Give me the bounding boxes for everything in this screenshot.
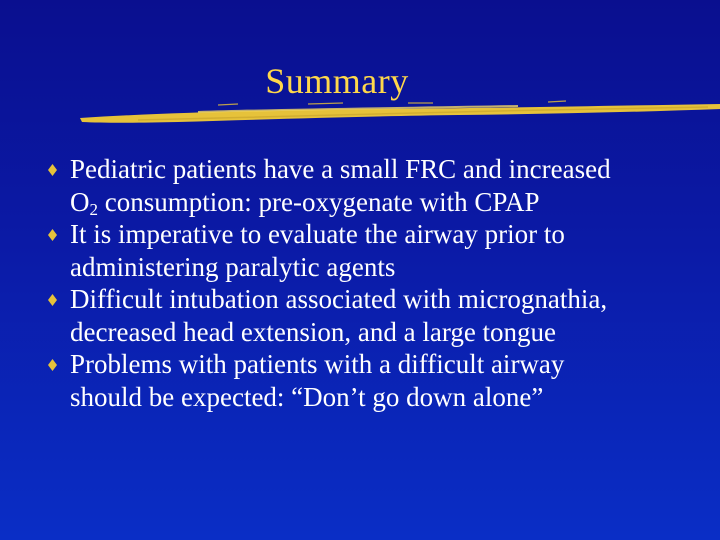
diamond-bullet-icon — [48, 229, 57, 241]
diamond-bullet-icon — [48, 294, 57, 306]
bullet-line: administering paralytic agents — [70, 251, 396, 282]
bullet-list — [48, 153, 703, 413]
bullet-item — [48, 348, 703, 413]
bullet-line: Problems with patients with a difficult airway — [70, 349, 565, 379]
bullet-text: consumption: pre-oxygenate with CPAP — [98, 186, 540, 217]
bullet-item — [48, 218, 703, 283]
brush-stroke-underline — [78, 100, 720, 128]
subscript: 2 — [89, 199, 98, 219]
bullet-line — [70, 186, 703, 219]
diamond-bullet-icon — [48, 359, 57, 371]
chemical-symbol: O — [70, 186, 90, 217]
bullet-line: should be expected: “Don’t go down alone” — [70, 381, 544, 412]
bullet-line: It is imperative to evaluate the airway prior to — [70, 219, 565, 249]
bullet-line: Pediatric patients have a small FRC and increased — [70, 154, 611, 184]
bullet-line: Difficult intubation associated with micrognathia, — [70, 284, 608, 314]
slide-title: Summary — [265, 61, 409, 101]
bullet-item — [48, 153, 703, 218]
bullet-line: decreased head extension, and a large tongue — [70, 316, 557, 347]
diamond-bullet-icon — [48, 164, 57, 176]
bullet-item — [48, 283, 703, 348]
